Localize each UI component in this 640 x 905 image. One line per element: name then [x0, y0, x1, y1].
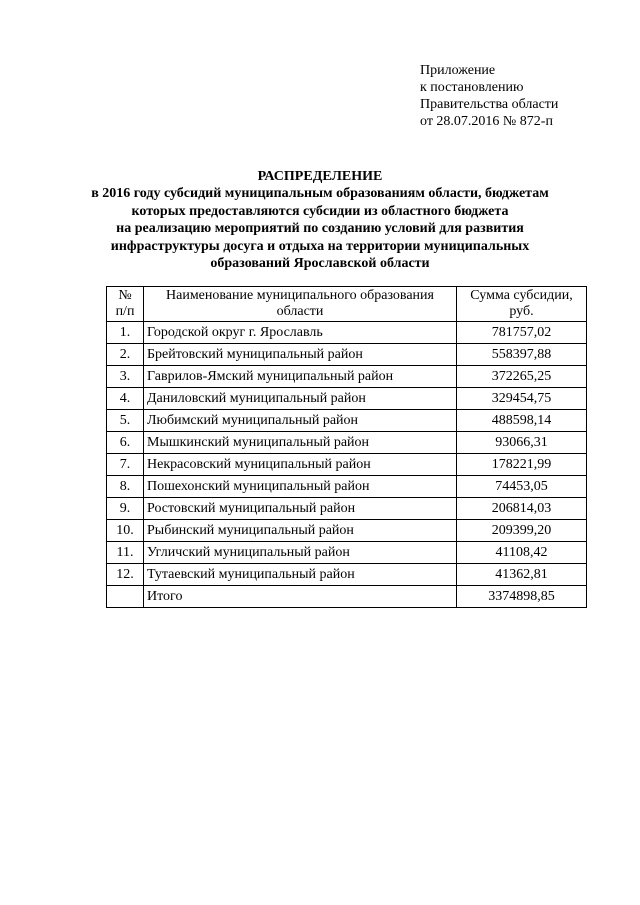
appendix-line: Правительства области: [420, 97, 559, 112]
distribution-table: [106, 286, 587, 608]
header-num: [107, 287, 144, 322]
cell-name: Любимский муниципальный район: [144, 410, 457, 432]
table-row: [107, 388, 587, 410]
table-body: [107, 322, 587, 608]
cell-name: Брейтовский муниципальный район: [144, 344, 457, 366]
cell-sum: 209399,20: [457, 520, 587, 542]
cell-sum: 3374898,85: [457, 586, 587, 608]
cell-sum: 558397,88: [457, 344, 587, 366]
cell-name: Угличский муниципальный район: [144, 542, 457, 564]
cell-sum: 781757,02: [457, 322, 587, 344]
cell-sum: 74453,05: [457, 476, 587, 498]
title-line: инфраструктуры досуга и отдыха на территории муниципальных: [110, 238, 530, 254]
cell-sum: 178221,99: [457, 454, 587, 476]
header-sum: [457, 287, 587, 322]
cell-name: Даниловский муниципальный район: [144, 388, 457, 410]
table-row: [107, 564, 587, 586]
document-title: [60, 168, 580, 272]
cell-num: 5.: [107, 410, 144, 432]
header-name: [144, 287, 457, 322]
cell-name: Городской округ г. Ярославль: [144, 322, 457, 344]
header-name-line: области: [276, 304, 324, 319]
cell-name: Пошехонский муниципальный район: [144, 476, 457, 498]
header-sum-line: Сумма субсидии,: [470, 288, 573, 303]
cell-name: Мышкинский муниципальный район: [144, 432, 457, 454]
cell-sum: 206814,03: [457, 498, 587, 520]
cell-num: 10.: [107, 520, 144, 542]
table-row: [107, 454, 587, 476]
cell-num: 6.: [107, 432, 144, 454]
table-row: [107, 432, 587, 454]
appendix-block: [420, 62, 558, 130]
cell-name: Итого: [144, 586, 457, 608]
cell-name: Гаврилов-Ямский муниципальный район: [144, 366, 457, 388]
title-heading: РАСПРЕДЕЛЕНИЕ: [257, 169, 383, 184]
title-line: которых предоставляются субсидии из областного бюджета: [131, 203, 509, 219]
header-num-line: №: [118, 288, 132, 303]
cell-sum: 41362,81: [457, 564, 587, 586]
appendix-line: к постановлению: [420, 80, 524, 95]
cell-num: [107, 586, 144, 608]
table-row: [107, 476, 587, 498]
table-row: [107, 344, 587, 366]
title-line: образований Ярославской области: [210, 256, 430, 272]
table-header-row: [107, 287, 587, 322]
cell-sum: 372265,25: [457, 366, 587, 388]
header-num-line: п/п: [115, 304, 135, 319]
total-row: [107, 586, 587, 608]
cell-name: Некрасовский муниципальный район: [144, 454, 457, 476]
cell-sum: 93066,31: [457, 432, 587, 454]
title-line: на реализацию мероприятий по созданию условий для развития: [116, 221, 524, 237]
cell-num: 8.: [107, 476, 144, 498]
appendix-line: от 28.07.2016 № 872-п: [420, 114, 553, 129]
table-row: [107, 520, 587, 542]
cell-num: 4.: [107, 388, 144, 410]
cell-num: 3.: [107, 366, 144, 388]
cell-name: Ростовский муниципальный район: [144, 498, 457, 520]
cell-num: 12.: [107, 564, 144, 586]
title-line: в 2016 году субсидий муниципальным образованиям области, бюджетам: [91, 186, 549, 202]
cell-num: 1.: [107, 322, 144, 344]
cell-name: Тутаевский муниципальный район: [144, 564, 457, 586]
table-row: [107, 366, 587, 388]
header-sum-line: руб.: [509, 304, 534, 319]
cell-num: 11.: [107, 542, 144, 564]
cell-sum: 41108,42: [457, 542, 587, 564]
cell-num: 7.: [107, 454, 144, 476]
cell-num: 2.: [107, 344, 144, 366]
table-row: [107, 322, 587, 344]
cell-name: Рыбинский муниципальный район: [144, 520, 457, 542]
table-row: [107, 498, 587, 520]
cell-sum: 488598,14: [457, 410, 587, 432]
table-row: [107, 542, 587, 564]
cell-num: 9.: [107, 498, 144, 520]
appendix-line: Приложение: [420, 63, 496, 78]
table-row: [107, 410, 587, 432]
cell-sum: 329454,75: [457, 388, 587, 410]
header-name-line: Наименование муниципального образования: [166, 288, 434, 303]
